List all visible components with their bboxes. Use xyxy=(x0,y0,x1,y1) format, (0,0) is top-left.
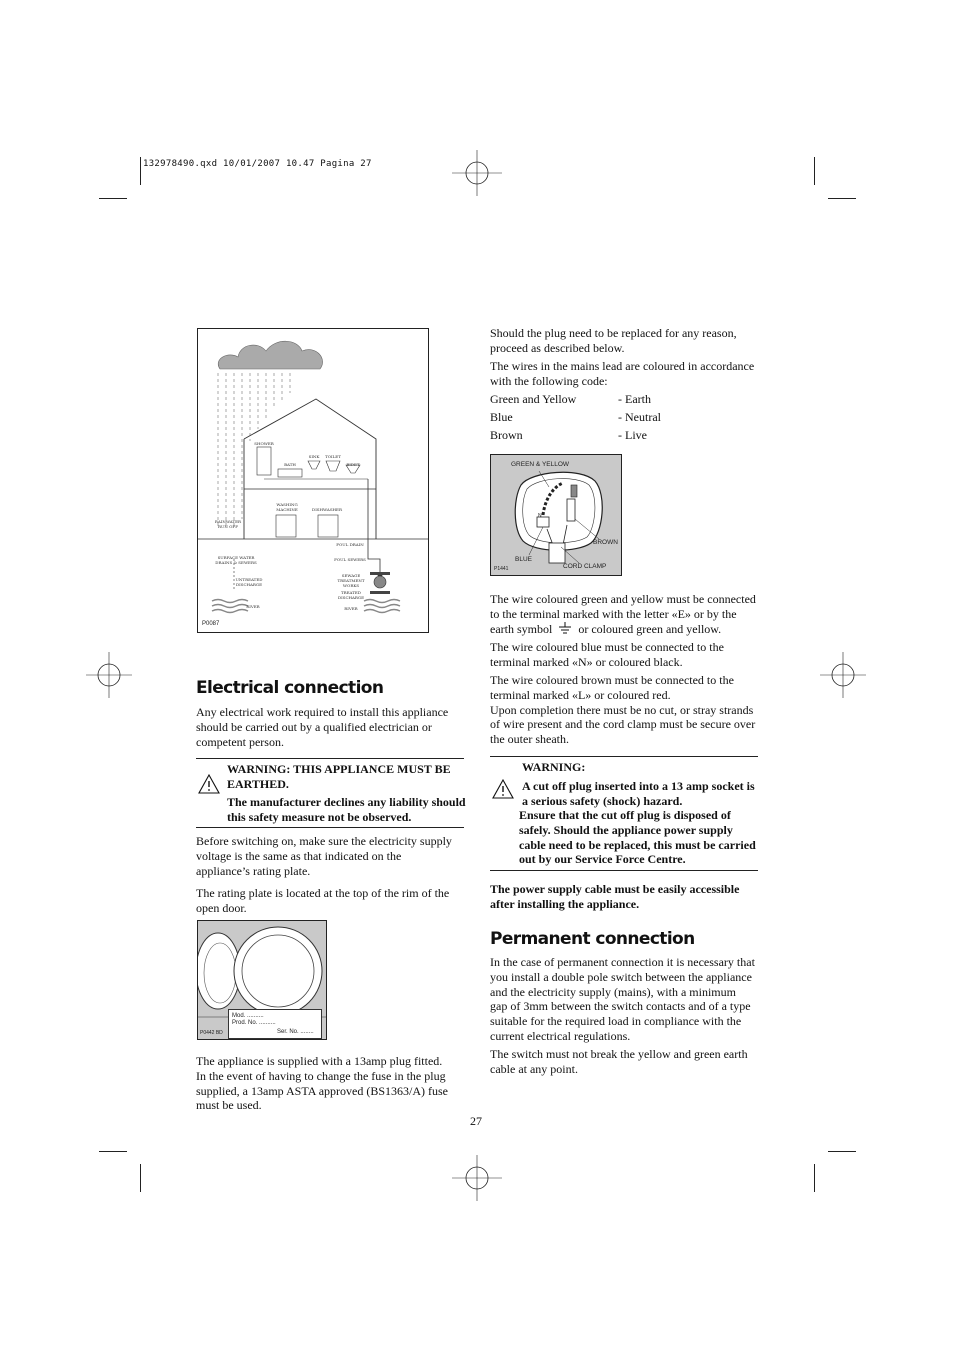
neutral-terminal-label: N xyxy=(538,513,542,519)
crop-mark xyxy=(828,1151,856,1152)
warning-earthed-line1: WARNING: THIS APPLIANCE MUST BE xyxy=(227,762,451,776)
bath-label: BATH xyxy=(284,462,296,467)
warning-liability: The manufacturer declines any liability should this safety measure not be observed. xyxy=(227,795,466,824)
registration-mark-icon xyxy=(452,1155,502,1201)
wire-role: - Neutral xyxy=(618,410,661,424)
figure-code: P0442 BD xyxy=(200,1030,223,1036)
warning-title: WARNING: xyxy=(522,760,586,774)
blue-label: BLUE xyxy=(515,556,532,563)
blue-instruction: The wire coloured blue must be connected to the terminal marked «N» or coloured black. xyxy=(490,640,724,669)
crop-mark xyxy=(814,1164,815,1192)
river-label: RIVER xyxy=(246,604,260,609)
green-yellow-label: GREEN & YELLOW xyxy=(511,461,570,468)
earth-symbol-icon xyxy=(558,622,572,634)
river-label: RIVER xyxy=(344,606,358,611)
wire-row xyxy=(490,392,756,410)
sink-label: SINK xyxy=(308,454,320,459)
permanent-connection-text: In the case of permanent connection it is necessary that you install a double pole switch between the appliance and the electricity supply (mains), with a minimum gap of 3mm between the switch contacts and of a type suitable for the required load in compliance with the current electrical regulations. xyxy=(490,955,755,1043)
page-number: 27 xyxy=(470,1114,482,1128)
toilet-label: TOILET xyxy=(325,454,341,459)
figure-code: P0087 xyxy=(202,621,220,627)
print-slug: 132978490.qxd 10/01/2007 10.47 Pagina 27 xyxy=(143,159,372,169)
cord-clamp-label: CORD CLAMP xyxy=(563,563,607,570)
wire-code-intro: The wires in the mains lead are coloured in accordance with the following code: xyxy=(490,359,755,388)
earth-cable-note: The switch must not break the yellow and green earth cable at any point. xyxy=(490,1047,748,1076)
permanent-connection-heading: Permanent connection xyxy=(490,929,695,949)
rating-plate-figure xyxy=(197,920,327,1040)
rating-plate-label xyxy=(228,1009,322,1039)
green-yellow-instruction xyxy=(490,592,758,636)
wire-colour: Green and Yellow xyxy=(490,392,577,406)
crop-mark xyxy=(99,1151,127,1152)
plug-supplied-text: The appliance is supplied with a 13amp plug fitted. In the event of having to change the fuse in the plug supplied, a 13amp ASTA approved (BS1363/A) fuse must be used. xyxy=(196,1054,449,1113)
registration-mark-icon xyxy=(86,652,132,698)
green-yellow-instruction-a: The wire coloured green and yellow must be connected to the terminal marked with the letter «E» or by the earth symbol xyxy=(490,592,756,636)
crop-mark xyxy=(140,157,141,185)
foul-drain-label: FOUL DRAIN xyxy=(336,542,364,547)
untreated-label: UNTREATED DISCHARGE xyxy=(235,577,263,587)
wire-colour: Blue xyxy=(490,410,513,424)
rating-plate-text: The rating plate is located at the top of the rim of the open door. xyxy=(196,886,450,915)
product-number-field: Prod. No. .......... xyxy=(232,1020,276,1026)
cut-off-plug-hazard: A cut off plug inserted into a 13 amp socket is a serious safety (shock) hazard. xyxy=(522,779,755,808)
accessible-cable-note: The power supply cable must be easily accessible after installing the appliance. xyxy=(490,882,740,911)
brown-instruction: The wire coloured brown must be connected to the terminal marked «L» or coloured red. Upon completion there must be no cut, or stray strands of wire present and the cord clamp must be secure over the outer sheath. xyxy=(490,673,756,747)
figure-code: P1441 xyxy=(494,566,509,572)
electrical-intro: Any electrical work required to install this appliance should be carried out by a qualified electrician or competent person. xyxy=(196,705,449,749)
earthing-warning-box xyxy=(196,758,464,828)
registration-mark-icon xyxy=(820,652,866,698)
before-switching-text: Before switching on, make sure the electricity supply voltage is the same as that indicated on the appliance’s rating plate. xyxy=(196,834,452,878)
bidet-label: BIDET xyxy=(346,462,360,467)
washing-machine-label: WASHING MACHINE xyxy=(276,502,298,512)
wire-role: - Earth xyxy=(618,392,651,406)
crop-mark xyxy=(828,198,856,199)
warning-triangle-icon xyxy=(492,779,514,799)
rainwater-label: RAINWATER RUN OFF xyxy=(214,519,242,529)
plug-replace-intro: Should the plug need to be replaced for any reason, proceed as described below. xyxy=(490,326,737,355)
sewage-works-label: SEWAGE TREATMENT WORKS xyxy=(337,573,365,588)
model-field: Mod. .......... xyxy=(232,1013,264,1019)
brown-label: BROWN xyxy=(593,539,618,546)
dishwasher-label: DISHWASHER xyxy=(312,507,342,512)
foul-sewers-label: FOUL SEWERS xyxy=(334,557,366,562)
wire-role: - Live xyxy=(618,428,647,442)
crop-mark xyxy=(814,157,815,185)
electrical-connection-heading: Electrical connection xyxy=(196,678,384,698)
wire-colour: Brown xyxy=(490,428,523,442)
crop-mark xyxy=(140,1164,141,1192)
warning-triangle-icon xyxy=(198,774,220,794)
surface-water-label: SURFACE WATER DRAINS & SEWERS xyxy=(215,555,257,565)
plug-wiring-figure xyxy=(490,454,622,576)
shower-label: SHOWER xyxy=(254,441,274,446)
wire-row xyxy=(490,410,756,428)
crop-mark xyxy=(99,198,127,199)
cut-off-plug-warning-box xyxy=(490,756,758,871)
drainage-diagram xyxy=(197,328,429,633)
treated-label: TREATED DISCHARGE xyxy=(337,590,365,600)
registration-mark-icon xyxy=(452,150,502,196)
wire-row xyxy=(490,428,756,446)
cut-off-plug-disposal: Ensure that the cut off plug is disposed of safely. Should the appliance power supply cable need to be replaced, this must be carried out by our Service Force Centre. xyxy=(519,808,756,867)
green-yellow-instruction-b: or coloured green and yellow. xyxy=(578,621,722,636)
serial-number-field: Ser. No. ........ xyxy=(277,1029,314,1035)
warning-earthed-line2: EARTHED. xyxy=(227,777,289,791)
